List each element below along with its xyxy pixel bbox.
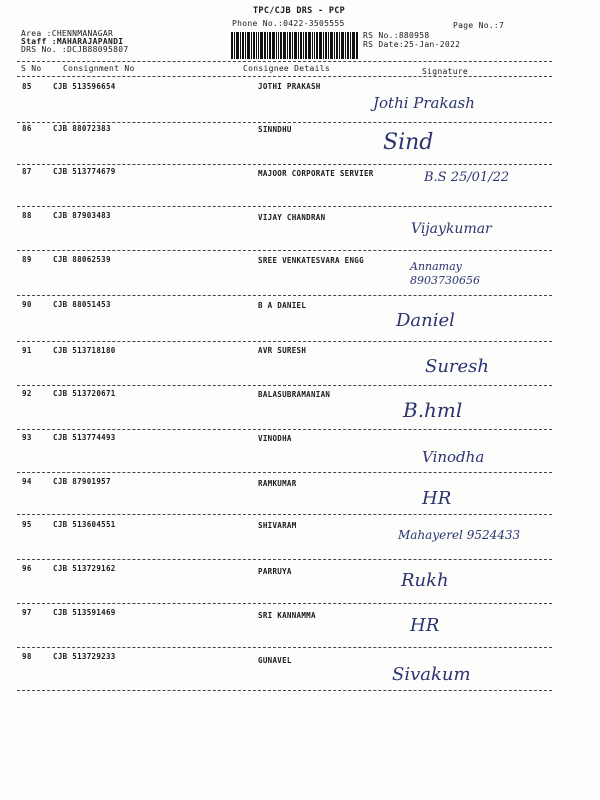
col-signature: Signature (422, 67, 469, 76)
signature: Daniel (396, 310, 455, 331)
rs-number: RS No.:880958 (363, 31, 430, 40)
drs-number: DRS No. :DCJB88095807 (21, 45, 129, 54)
row-consignment: CJB 87903483 (53, 211, 111, 220)
header-rule-bottom (17, 76, 552, 77)
row-sno: 98 (22, 652, 32, 661)
area-label: Area :CHENNMANAGAR (21, 29, 114, 38)
row-divider (17, 429, 552, 430)
row-divider (17, 559, 552, 560)
row-sno: 86 (22, 124, 32, 133)
row-sno: 94 (22, 477, 32, 486)
row-divider (17, 647, 552, 648)
row-consignment: CJB 513774493 (53, 433, 116, 442)
staff-label: Staff :MAHARAJAPANDI (21, 37, 124, 46)
row-consignment: CJB 513729162 (53, 564, 116, 573)
row-sno: 97 (22, 608, 32, 617)
row-consignee: SINNDHU (258, 125, 292, 134)
row-sno: 96 (22, 564, 32, 573)
row-consignee: GUNAVEL (258, 656, 292, 665)
row-consignment: CJB 513729233 (53, 652, 116, 661)
row-divider (17, 341, 552, 342)
row-divider (17, 122, 552, 123)
row-sno: 95 (22, 520, 32, 529)
signature: Sivakum (392, 664, 471, 685)
row-consignment: CJB 513591469 (53, 608, 116, 617)
row-divider (17, 472, 552, 473)
row-consignment: CJB 87901957 (53, 477, 111, 486)
row-divider (17, 514, 552, 515)
col-consignment: Consignment No (63, 64, 135, 73)
signature: Sind (383, 130, 434, 155)
row-consignment: CJB 513720671 (53, 389, 116, 398)
row-consignment: CJB 88051453 (53, 300, 111, 309)
col-consignee: Consignee Details (243, 64, 330, 73)
signature: Mahayerel 9524433 (398, 528, 521, 542)
row-consignee: BALASUBRAMANIAN (258, 390, 331, 399)
row-consignee: SREE VENKATESVARA ENGG (258, 256, 364, 265)
row-consignee: SHIVARAM (258, 521, 297, 530)
row-consignee: PARRUYA (258, 567, 292, 576)
row-consignee: RAMKUMAR (258, 479, 297, 488)
rs-date: RS Date:25-Jan-2022 (363, 40, 461, 49)
barcode (231, 32, 358, 59)
row-consignee: B A DANIEL (258, 301, 307, 310)
signature: Suresh (425, 356, 490, 377)
row-sno: 87 (22, 167, 32, 176)
signature: Jothi Prakash (373, 94, 475, 112)
row-consignee: AVR SURESH (258, 346, 307, 355)
row-consignment: CJB 88062539 (53, 255, 111, 264)
row-divider (17, 385, 552, 386)
row-consignment: CJB 88072383 (53, 124, 111, 133)
row-divider (17, 690, 552, 691)
signature: Vijaykumar (411, 221, 492, 237)
signature: Annamay 8903730656 (410, 260, 480, 287)
signature: B.S 25/01/22 (424, 170, 510, 185)
row-sno: 90 (22, 300, 32, 309)
row-sno: 88 (22, 211, 32, 220)
row-consignee: VINODHA (258, 434, 292, 443)
signature: Vinodha (422, 448, 485, 466)
row-divider (17, 295, 552, 296)
signature: Rukh (401, 570, 449, 591)
row-sno: 85 (22, 82, 32, 91)
header-rule-top (17, 61, 552, 62)
row-consignee: MAJOOR CORPORATE SERVIER (258, 169, 374, 178)
row-consignment: CJB 513718180 (53, 346, 116, 355)
row-divider (17, 603, 552, 604)
row-consignment: CJB 513774679 (53, 167, 116, 176)
row-divider (17, 206, 552, 207)
row-sno: 91 (22, 346, 32, 355)
row-consignee: JOTHI PRAKASH (258, 82, 321, 91)
row-divider (17, 250, 552, 251)
row-sno: 92 (22, 389, 32, 398)
signature: HR (410, 615, 440, 636)
signature: B.hml (403, 398, 463, 422)
col-sno: S No (21, 64, 42, 73)
document-title: TPC/CJB DRS - PCP (253, 6, 346, 16)
row-consignment: CJB 513596654 (53, 82, 116, 91)
row-consignment: CJB 513604551 (53, 520, 116, 529)
phone-number: Phone No.:0422-3505555 (232, 19, 345, 28)
row-divider (17, 164, 552, 165)
row-sno: 93 (22, 433, 32, 442)
signature: HR (422, 488, 452, 509)
page-number: Page No.:7 (453, 21, 505, 30)
row-consignee: SRI KANNAMMA (258, 611, 316, 620)
row-sno: 89 (22, 255, 32, 264)
row-consignee: VIJAY CHANDRAN (258, 213, 326, 222)
